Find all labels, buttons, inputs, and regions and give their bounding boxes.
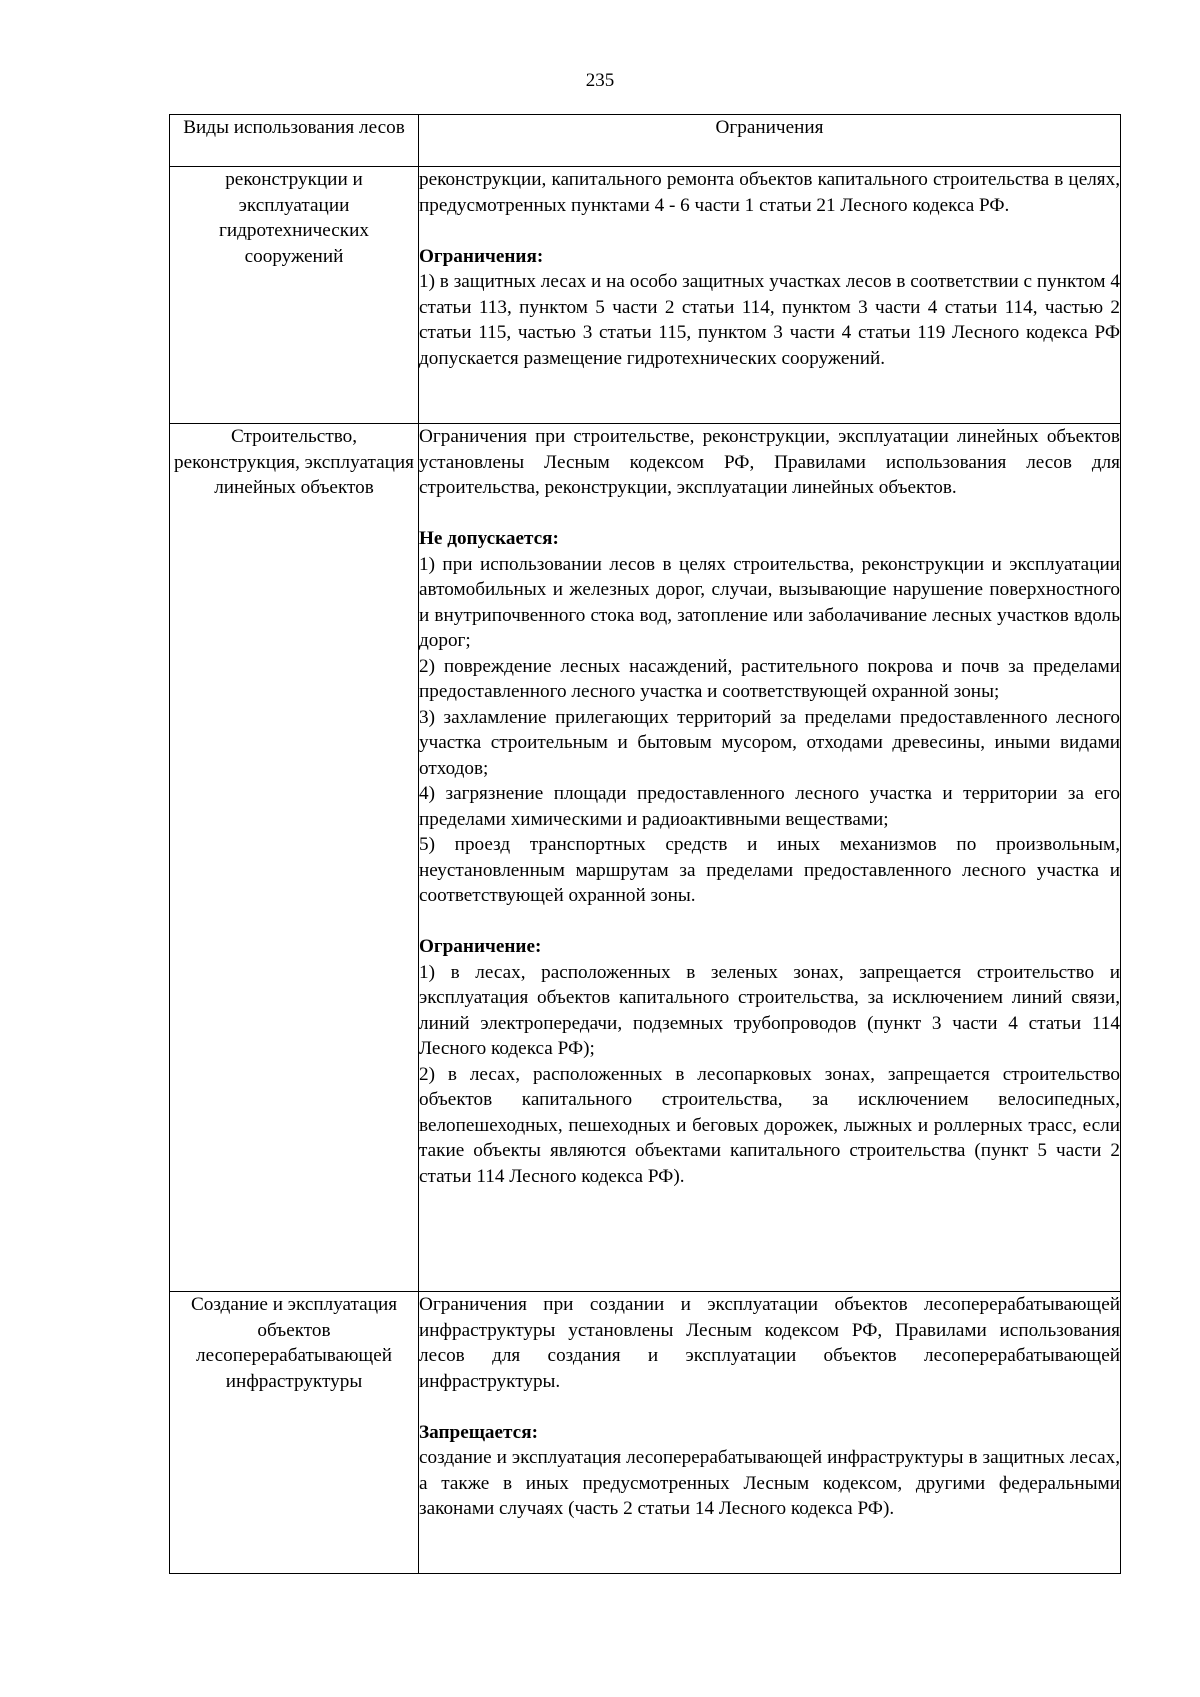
restrictions-cell [419,424,1121,1292]
restriction-heading: Не допускается: [419,528,559,549]
restriction-heading: Ограничения: [419,245,544,267]
restriction-item: 2) в лесах, расположенных в лесопарковых зонах, запрещается строительство объектов капитального строительства, за исключением велосипедных, велопешеходных, пешеходных и беговых дорожек, лыжных и роллерных трасс, если такие объекты являются объектами капитального строительства (пункт 5 части 2 статьи 114 Лесного кодекса РФ). [419,1063,1120,1187]
restriction-intro: Ограничения при строительстве, реконструкции, эксплуатации линейных объектов установлены Лесным кодексом РФ, Правилами использования лесов для строительства, реконструкции, эксплуатации линейных объектов. [419,426,1120,498]
header-forest-use-types: Виды использования лесов [170,115,419,167]
restriction-item: 5) проезд транспортных средств и иных механизмов по произвольным, неустановленным маршрутам за пределами предоставленного лесного участка и соответствующей охранной зоны. [419,834,1120,906]
page-number: 235 [585,70,615,91]
header-restrictions: Ограничения [419,115,1121,167]
forest-use-type: Создание и эксплуатация объектов лесоперерабатывающей инфраструктуры [170,1292,419,1574]
restriction-heading: Запрещается: [419,1421,538,1443]
restriction-item: 1) при использовании лесов в целях строительства, реконструкции и эксплуатации автомобильных и железных дорог, случаи, вызывающие нарушение поверхностного и внутрипочвенного стока вод, затопление или заболачивание лесных участков вдоль дорог; [419,553,1120,651]
restriction-heading: Ограничение: [419,936,542,957]
restriction-item: 1) в лесах, расположенных в зеленых зонах, запрещается строительство и эксплуатация объектов капитального строительства, за исключением линий связи, линий электропередачи, подземных трубопроводов (пункт 3 части 4 статьи 114 Лесного кодекса РФ); [419,961,1120,1059]
restriction-item: 2) повреждение лесных насаждений, растительного покрова и почв за пределами предоставленного лесного участка и соответствующей охранной зоны; [419,655,1120,702]
forest-use-type: Строительство, реконструкция, эксплуатация линейных объектов [170,424,419,1292]
restriction-item: 1) в защитных лесах и на особо защитных участках лесов в соответствии с пунктом 4 статьи 113, пунктом 5 части 2 статьи 114, пунктом 3 части 4 статьи 114, частью 2 статьи 115, частью 3 статьи 115, пунктом 3 части 4 статьи 119 Лесного кодекса РФ допускается размещение гидротехнических сооружений. [419,271,1120,369]
restriction-item: 4) загрязнение площади предоставленного лесного участка и территории за его пределами химическими и радиоактивными веществами; [419,783,1120,830]
restriction-item: 3) захламление прилегающих территорий за пределами предоставленного лесного участка строительным и бытовым мусором, отходами древесины, иными видами отходов; [419,706,1120,779]
forest-use-restrictions-table [169,114,1121,1574]
restriction-intro: Ограничения при создании и эксплуатации объектов лесоперерабатывающей инфраструктуры установлены Лесным кодексом РФ, Правилами использования лесов для создания и эксплуатации объектов лесоперерабатывающей инфраструктуры. [419,1294,1120,1392]
restrictions-cell [419,167,1121,424]
table-row [170,1292,1121,1574]
restriction-item: создание и эксплуатация лесоперерабатывающей инфраструктуры в защитных лесах, а также в иных предусмотренных Лесным кодексом, другими федеральными законами случаях (часть 2 статьи 14 Лесного кодекса РФ). [419,1447,1120,1519]
table-header-row [170,115,1121,167]
table-row [170,424,1121,1292]
restriction-intro: реконструкции, капитального ремонта объектов капитального строительства в целях, предусмотренных пунктами 4 - 6 части 1 статьи 21 Лесного кодекса РФ. [419,169,1120,216]
forest-use-type: реконструкции и эксплуатации гидротехнических сооружений [170,167,419,424]
restrictions-cell [419,1292,1121,1574]
table-row [170,167,1121,424]
